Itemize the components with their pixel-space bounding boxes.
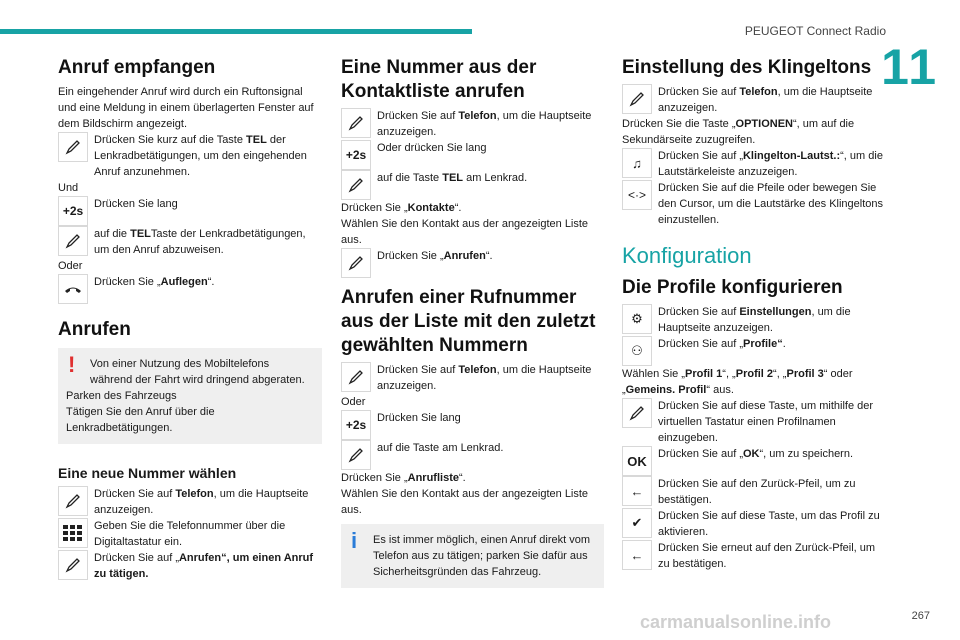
pencil-icon bbox=[341, 440, 371, 470]
step-profile-back: ← Drücken Sie auf den Zurück-Pfeil, um zu bestätigen. bbox=[622, 476, 884, 508]
step-profile-select: ⚇ Drücken Sie auf „Profile“. bbox=[622, 336, 884, 366]
step-contact-telefon: Drücken Sie auf Telefon, um die Hauptseite anzuzeigen. bbox=[341, 108, 604, 140]
pencil-icon bbox=[58, 132, 88, 162]
heading-recent-calls: Anrufen einer Rufnummer aus der Liste mit den zuletzt gewählten Nummern bbox=[341, 287, 596, 356]
pencil-icon bbox=[341, 108, 371, 138]
slider-arrows-icon: <·> bbox=[622, 180, 652, 210]
music-note-icon: ♫ bbox=[622, 148, 652, 178]
checkmark-icon: ✔ bbox=[622, 508, 652, 538]
heading-ringtone: Einstellung des Klingeltons bbox=[622, 57, 872, 78]
step-profile-name: Drücken Sie auf diese Taste, um mithilfe der virtuellen Tastatur einen Profilnamen einzugeben. bbox=[622, 398, 884, 446]
pencil-icon bbox=[341, 248, 371, 278]
heading-receive-call: Anruf empfangen bbox=[58, 57, 216, 78]
heading-contact-list: Eine Nummer aus der Kontaktliste anrufen bbox=[341, 57, 537, 102]
step-contact-long: +2s Oder drücken Sie lang bbox=[341, 140, 604, 170]
step-profile-settings: ⚙ Drücken Sie auf Einstellungen, um die Hauptseite anzuzeigen. bbox=[622, 304, 884, 336]
heading-configuration: Konfiguration bbox=[622, 243, 752, 268]
step-ring-telefon: Drücken Sie auf Telefon, um die Hauptseite anzuzeigen. bbox=[622, 84, 884, 116]
header-accent-bar bbox=[0, 29, 472, 34]
step-ring-volume: ♫ Drücken Sie auf „Klingelton-Lautst.:“, um die Lautstärkeleiste anzuzeigen. bbox=[622, 148, 884, 180]
step-profile-activate: ✔ Drücken Sie auf diese Taste, um das Profil zu aktivieren. bbox=[622, 508, 884, 540]
header-title: PEUGEOT Connect Radio bbox=[744, 24, 886, 38]
column-1 bbox=[58, 56, 322, 582]
profile-icon: ⚇ bbox=[622, 336, 652, 366]
back-arrow-icon: ← bbox=[622, 476, 652, 506]
heading-new-number: Eine neue Nummer wählen bbox=[58, 465, 237, 481]
pencil-icon bbox=[341, 362, 371, 392]
text-und: Und bbox=[58, 182, 79, 194]
pencil-icon bbox=[341, 170, 371, 200]
column-3: Einstellung des Klingeltons Drücken Sie auf Telefon, um die Hauptseite anzuzeigen. Drücken Sie die Taste „OPTIONEN“, um auf die Sekundärseite zuzugreifen. ♫ Drücken Sie auf „Klingelton-Lautst.:“, um die Lautstärkeleiste anzuzeigen. <·> Drücken Sie auf die Pfeile oder bewegen Sie den Cursor, um die Lautstärke des Klingeltons einzustellen. Konfiguration Die Profile konfigurieren ⚙ Drücken Sie auf Einstellungen, um die Hauptseite anzuzeigen. ⚇ Drücken Sie auf „Profile“. Wählen Sie „Profil 1“, „Profil 2“, „Profil 3“ oder „Gemeins. Profil“ aus. Drücken Sie auf diese Taste, um mithilfe der virtuellen Tastatur einen Profilnamen einzugeben. OK Drücken Sie auf „OK“, um zu speichern. ← Drücken Sie auf den Zurück-Pfeil, um zu bestätigen. ✔ Drücken Sie auf diese Taste, um das Profil zu aktivieren. ← Drücken Sie erneut auf den Zurück-Pfeil, um zu bestätigen. bbox=[622, 57, 884, 570]
step-contact-call: Drücken Sie „Anrufen“. bbox=[341, 248, 604, 278]
pencil-icon bbox=[58, 226, 88, 256]
step-profile-ok: OK Drücken Sie auf „OK“, um zu speichern. bbox=[622, 446, 884, 476]
ok-button-icon: OK bbox=[622, 446, 652, 476]
pencil-icon bbox=[58, 550, 88, 580]
two-seconds-icon: +2s bbox=[58, 196, 88, 226]
step-ring-arrows: <·> Drücken Sie auf die Pfeile oder bewegen Sie den Cursor, um die Lautstärke des Klingeltons einzustellen. bbox=[622, 180, 884, 228]
step-contact-tel: auf die Taste TEL am Lenkrad. bbox=[341, 170, 604, 200]
two-seconds-icon: +2s bbox=[341, 140, 371, 170]
gear-icon: ⚙ bbox=[622, 304, 652, 334]
text-oder: Oder bbox=[58, 260, 83, 272]
heading-call: Anrufen bbox=[58, 319, 131, 340]
step-profile-back-again: ← Drücken Sie erneut auf den Zurück-Pfeil, um zu bestätigen. bbox=[622, 540, 884, 572]
warning-icon: ! bbox=[68, 352, 76, 377]
step-tel-short: Drücken Sie kurz auf die Taste TEL der Lenkradbetätigungen, um den eingehenden Anruf anzunehmen. bbox=[58, 132, 322, 180]
receive-text: Ein eingehender Anruf wird durch ein Ruftonsignal und eine Meldung in einem überlagerten Fenster auf dem Bildschirm angezeigt. bbox=[58, 86, 314, 130]
page-number: 267 bbox=[911, 610, 930, 622]
step-new-telefon: Drücken Sie auf Telefon, um die Hauptseite anzuzeigen. bbox=[58, 486, 322, 518]
column-2: Eine Nummer aus der Kontaktliste anrufen Drücken Sie auf Telefon, um die Hauptseite anzuzeigen. +2s Oder drücken Sie lang auf die Taste TEL am Lenkrad. Drücken Sie „Kontakte“. Wählen Sie den Kontakt aus der angezeigten Liste aus. Drücken Sie „Anrufen“. Anrufen einer Rufnummer aus der Liste mit den zuletzt gewählten Nummern Drücken Sie auf Telefon, um die Hauptseite anzuzeigen. Oder +2s Drücken Sie lang auf die Taste am Lenkrad. Drücken Sie „Anrufliste“. Wählen Sie den Kontakt aus der angezeigten Liste aus. i Es ist immer möglich, einen Anruf direkt vom Telefon aus zu tätigen; parken Sie dafür aus Sicherheitsgründen das Fahrzeug. bbox=[341, 56, 604, 594]
info-box: i Es ist immer möglich, einen Anruf direkt vom Telefon aus zu tätigen; parken Sie dafür aus Sicherheitsgründen das Fahrzeug. bbox=[341, 524, 604, 588]
back-arrow-icon: ← bbox=[622, 540, 652, 570]
two-seconds-icon: +2s bbox=[341, 410, 371, 440]
keypad-icon bbox=[58, 518, 88, 548]
step-recent-long: +2s Drücken Sie lang bbox=[341, 410, 604, 440]
step-recent-telefon: Drücken Sie auf Telefon, um die Hauptseite anzuzeigen. bbox=[341, 362, 604, 394]
pencil-icon bbox=[622, 84, 652, 114]
warning-box: ! Von einer Nutzung des Mobiltelefons während der Fahrt wird dringend abgeraten. Parken des Fahrzeugs Tätigen Sie den Anruf über die Lenkradbetätigungen. bbox=[58, 348, 322, 444]
step-hang-up: Drücken Sie „Auflegen“. bbox=[58, 274, 322, 304]
step-tel-reject: auf die TELTaste der Lenkradbetätigungen, um den Anruf abzuweisen. bbox=[58, 226, 322, 258]
step-new-call: Drücken Sie auf „Anrufen“, um einen Anruf zu tätigen. bbox=[58, 550, 322, 582]
chapter-number: 11 bbox=[881, 39, 938, 95]
step-press-long: +2s Drücken Sie lang bbox=[58, 196, 322, 226]
pencil-icon bbox=[58, 486, 88, 516]
heading-profiles: Die Profile konfigurieren bbox=[622, 277, 843, 298]
watermark: carmanualsonline.info bbox=[640, 612, 832, 632]
pencil-icon bbox=[622, 398, 652, 428]
step-new-keypad: Geben Sie die Telefonnummer über die Digitaltastatur ein. bbox=[58, 518, 322, 550]
hang-up-phone-icon bbox=[58, 274, 88, 304]
info-icon: i bbox=[351, 528, 358, 553]
step-recent-wheel: auf die Taste am Lenkrad. bbox=[341, 440, 604, 470]
